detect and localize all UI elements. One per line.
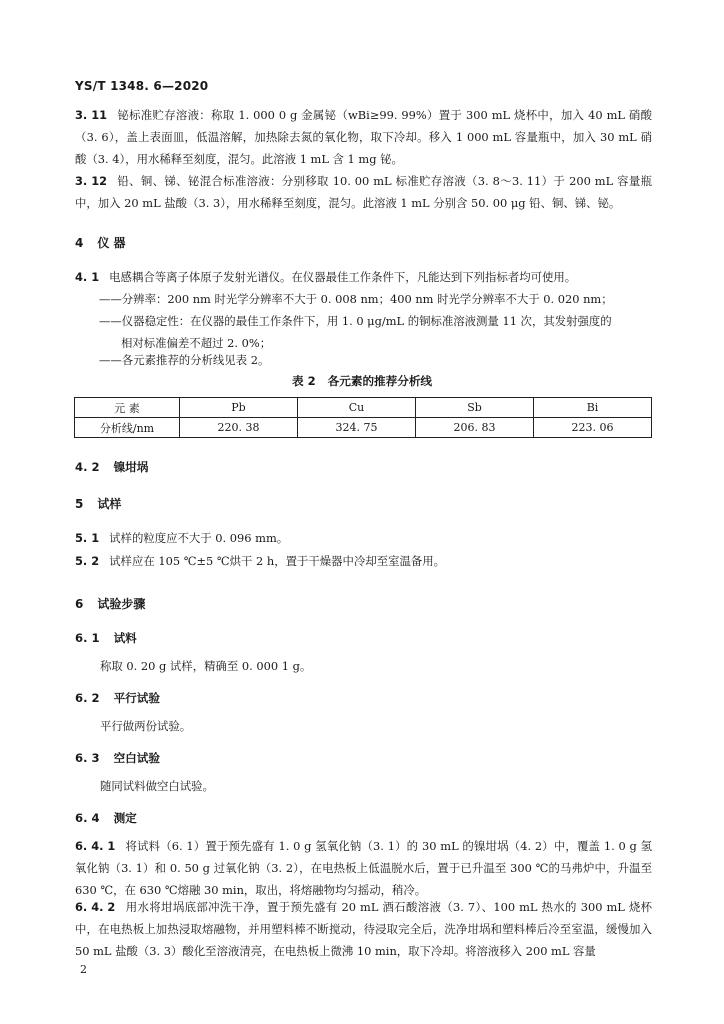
clause-number: 4. 2 [75, 460, 100, 474]
table-cell: 324. 75 [298, 418, 416, 438]
clause-text: 用水将坩埚底部冲洗干净，置于预先盛有 20 mL 酒石酸溶液（3. 7）、100 mL 热水的 300 mL 烧杯中，在电热板上加热浸取熔融物，并用塑料棒不断搅动，待浸取完全后，洗净坩埚和塑料棒后冷至室温，缓慢加入 50 mL 盐酸（3. 3）酸化至溶液清亮，在电热板上微沸 10 min，取下冷却。将溶液移入 200 mL 容量 [75, 900, 652, 958]
section-number: 4 [75, 236, 84, 250]
table-cell: Bi [534, 398, 652, 418]
clause-number: 6. 4 [75, 811, 100, 825]
table-cell: Sb [416, 398, 534, 418]
dash-item-stability: ——仪器稳定性：在仪器的最佳工作条件下，用 1. 0 μg/mL 的铜标准溶液测量 11 次，其发射强度的 [99, 314, 612, 328]
clause-number: 5. 1 [75, 531, 100, 545]
clause-6-4-heading [75, 810, 137, 826]
table-row-label: 元 素 [75, 398, 180, 418]
clause-number: 5. 2 [75, 554, 100, 568]
table-cell: Cu [298, 398, 416, 418]
dash-continuation: 相对标准偏差不超过 2. 0%； [121, 336, 272, 350]
clause-6-1-heading [75, 630, 137, 646]
table-cell: 223. 06 [534, 418, 652, 438]
clause-title: 平行试验 [113, 691, 160, 705]
clause-number: 6. 4. 2 [75, 900, 116, 914]
clause-3-12 [75, 170, 652, 214]
clause-6-2-text: 平行做两份试验。 [100, 719, 192, 733]
clause-text: 电感耦合等离子体原子发射光谱仪。在仪器最佳工作条件下，凡能达到下列指标者均可使用。 [109, 270, 577, 284]
clause-number: 6. 1 [75, 631, 100, 645]
table-row [75, 418, 652, 438]
clause-6-1-text: 称取 0. 20 g 试样，精确至 0. 000 1 g。 [100, 659, 312, 673]
section-number: 5 [75, 497, 84, 511]
clause-text: 将试料（6. 1）置于预先盛有 1. 0 g 氢氧化钠（3. 1）的 30 mL 的镍坩埚（4. 2）中，覆盖 1. 0 g 氢氧化钠（3. 1）和 0. 50 g 过氧化钠（3. 2），在电热板上低温脱水后，置于已升温至 300 ℃的马弗炉中，升温至 630 ℃，在 630 ℃熔融 30 min，取出，将熔融物均匀摇动，稍冷。 [75, 839, 652, 897]
table-row [75, 398, 652, 418]
clause-4-1 [75, 266, 652, 288]
standard-code-header: YS/T 1348. 6—2020 [75, 79, 209, 93]
section-6-heading [75, 595, 145, 612]
table-2-caption [0, 373, 724, 389]
clause-title: 试料 [113, 631, 137, 645]
clause-4-2-heading [75, 459, 148, 475]
table-cell: 220. 38 [180, 418, 298, 438]
analysis-lines-table [74, 397, 652, 438]
clause-text: 试样的粒度应不大于 0. 096 mm。 [109, 531, 289, 545]
clause-number: 6. 4. 1 [75, 839, 116, 853]
section-title: 试验步骤 [97, 597, 146, 611]
section-5-heading [75, 495, 121, 512]
table-row-label: 分析线/nm [75, 418, 180, 438]
clause-3-11 [75, 104, 652, 170]
section-title: 试样 [97, 497, 122, 511]
table-caption-number: 表 2 [291, 374, 316, 388]
clause-number: 6. 3 [75, 751, 100, 765]
clause-6-4-1 [75, 835, 652, 901]
section-title: 仪 器 [97, 236, 126, 250]
table-caption-title: 各元素的推荐分析线 [327, 374, 433, 388]
table-cell: 206. 83 [416, 418, 534, 438]
clause-number: 3. 11 [75, 108, 108, 122]
section-4-heading [75, 234, 126, 251]
clause-6-3-text: 随同试料做空白试验。 [100, 779, 214, 793]
clause-text: 试样应在 105 ℃±5 ℃烘干 2 h，置于干燥器中冷却至室温备用。 [109, 554, 446, 568]
clause-5-2 [75, 550, 652, 572]
table-cell: Pb [180, 398, 298, 418]
dash-item-analysis-lines: ——各元素推荐的分析线见表 2。 [99, 353, 270, 367]
clause-6-2-heading [75, 690, 160, 706]
dash-item-resolution: ——分辨率：200 nm 时光学分辨率不大于 0. 008 nm；400 nm 时光学分辨率不大于 0. 020 nm； [99, 292, 613, 306]
section-number: 6 [75, 597, 84, 611]
clause-title: 镍坩埚 [113, 460, 149, 474]
clause-5-1 [75, 527, 652, 549]
clause-number: 6. 2 [75, 691, 100, 705]
clause-text: 铅、铜、锑、铋混合标准溶液：分别移取 10. 00 mL 标准贮存溶液（3. 8～3. 11）于 200 mL 容量瓶中，加入 20 mL 盐酸（3. 3），用水稀释至刻度，混匀。此溶液 1 mL 分别含 50. 00 μg 铅、铜、锑、铋。 [75, 174, 652, 210]
clause-6-3-heading [75, 750, 160, 766]
clause-text: 铋标准贮存溶液：称取 1. 000 0 g 金属铋（wBi≥99. 99%）置于 300 mL 烧杯中，加入 40 mL 硝酸（3. 6），盖上表面皿，低温溶解，加热除去氮的氧化物，取下冷却。移入 1 000 mL 容量瓶中，加入 30 mL 硝酸（3. 4），用水稀释至刻度，混匀。此溶液 1 mL 含 1 mg 铋。 [75, 108, 652, 166]
clause-title: 空白试验 [113, 751, 160, 765]
page-number: 2 [80, 963, 87, 976]
clause-6-4-2 [75, 896, 652, 962]
clause-title: 测定 [113, 811, 137, 825]
clause-number: 3. 12 [75, 174, 108, 188]
clause-number: 4. 1 [75, 270, 100, 284]
